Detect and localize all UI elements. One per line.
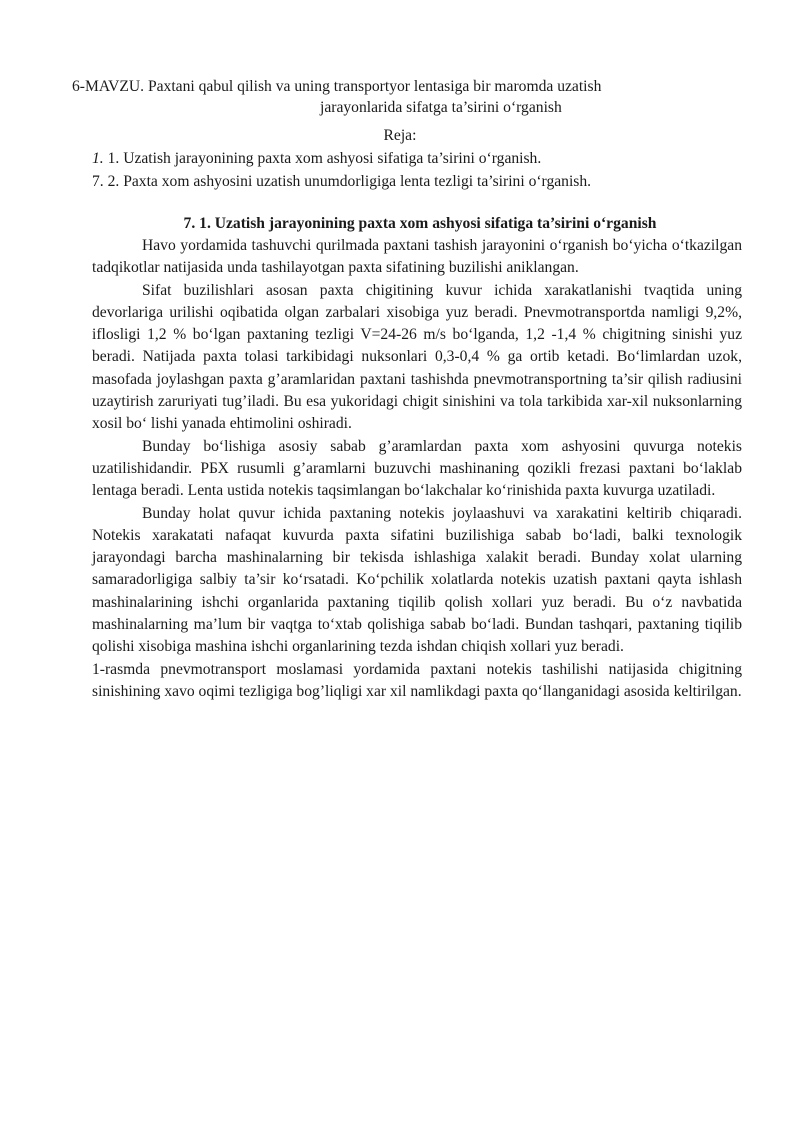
document-title: 6-MAVZU. Paxtani qabul qilish va uning transportyor lentasiga bir maromda uzatish [72, 78, 602, 95]
paragraph-final: 1-rasmda pnevmotransport moslamasi yordamida paxtani notekis tashilishi natijasida chigitning sinishining xavo oqimi tezligiga bog’liqligi xar xil namlikdagi paxta qo‘llanganidagi asosida keltirilgan. [92, 660, 742, 700]
plan-item-text: Paxta xom ashyosini uzatish unumdorligiga lenta tezligi ta’sirini o‘rganish. [119, 173, 592, 190]
paragraph: Havo yordamida tashuvchi qurilmada paxtani tashish jarayonini o‘rganish bo‘yicha o‘tkazilgan tadqikotlar natijasida unda tashilayotgan paxta sifatining buzilishi aniklangan. [92, 237, 742, 277]
plan-item [92, 170, 591, 193]
paragraph: Bunday bo‘lishiga asosiy sabab g’aramlardan paxta xom ashyosini quvurga notekis uzatilishidandir. РБХ rusumli g’aramlarni buzuvchi mashinaning qozikli frezasi paxtani bo‘laklab lentaga beradi. Lenta ustida notekis taqsimlangan bo‘lakchalar ko‘rinishida paxta kuvurga uzatiladi. [92, 437, 742, 500]
plan-item-text: 1. Uzatish jarayonining paxta xom ashyosi sifatiga ta’sirini o‘rganish. [103, 150, 542, 167]
plan-list [92, 147, 591, 193]
body-text [92, 235, 742, 703]
plan-label: Reja: [383, 127, 417, 144]
plan-item-number: 7. 2. [92, 173, 120, 190]
paragraph: Bunday holat quvur ichida paxtaning notekis joylaashuvi va xarakatini keltirib chiqaradi. Notekis xarakatati nafaqat kuvurda paxta sifatini buzilishiga sabab bo‘ladi, balki texnologik jarayondagi barcha mashinalarning bir tekisda ishlashiga xalakit beradi. Bunday xolat ularning samaradorligiga salbiy ta’sir ko‘rsatadi. Ko‘pchilik xolatlarda notekis uzatish paxtani qayta ishlash mashinalarining ishchi organlarida paxtaning tiqilib qolish xollari yuz beradi. Bu o‘z navbatida mashinalarning ma’lum bir vaqtga to‘xtab qolishiga sabab bo‘ladi. Bundan tashqari, paxtaning tiqilib qolishi xisobiga mashina ishchi organlarining tezda ishdan chiqish xollari yuz beradi. [92, 504, 742, 656]
plan-item-number: 1. [92, 150, 104, 167]
section-heading: 7. 1. Uzatish jarayonining paxta xom ashyosi sifatiga ta’sirini o‘rganish [183, 215, 657, 232]
document-title-continued: jarayonlarida sifatga ta’sirini o‘rganish [320, 99, 562, 116]
plan-item [92, 147, 591, 170]
paragraph: Sifat buzilishlari asosan paxta chigitining kuvur ichida xarakatlanishi tvaqtida uning devorlariga urilishi oqibatida olgan zarbalari xisobiga yuz beradi. Pnevmotransportda namligi 9,2%, iflosligi 1,2 % bo‘lgan paxtaning tezligi V=24-26 m/s bo‘lganda, 1,2 -1,4 % chigitning sinishi yuz beradi. Natijada paxta tolasi tarkibidagi nuksonlari 0,3-0,4 % ga ortib ketadi. Bo‘limlardan uzok, masofada joylashgan paxta g’aramlaridan paxtani tashishda pnevmotransportning ta’sir qilish radiusini uzaytirish zaruriyati tug’iladi. Bu esa yukoridagi chigit sinishini va tola tarkibida xar-xil nuksonlarning xosil bo‘ lishi yanada ehtimolini oshiradi. [92, 281, 742, 433]
